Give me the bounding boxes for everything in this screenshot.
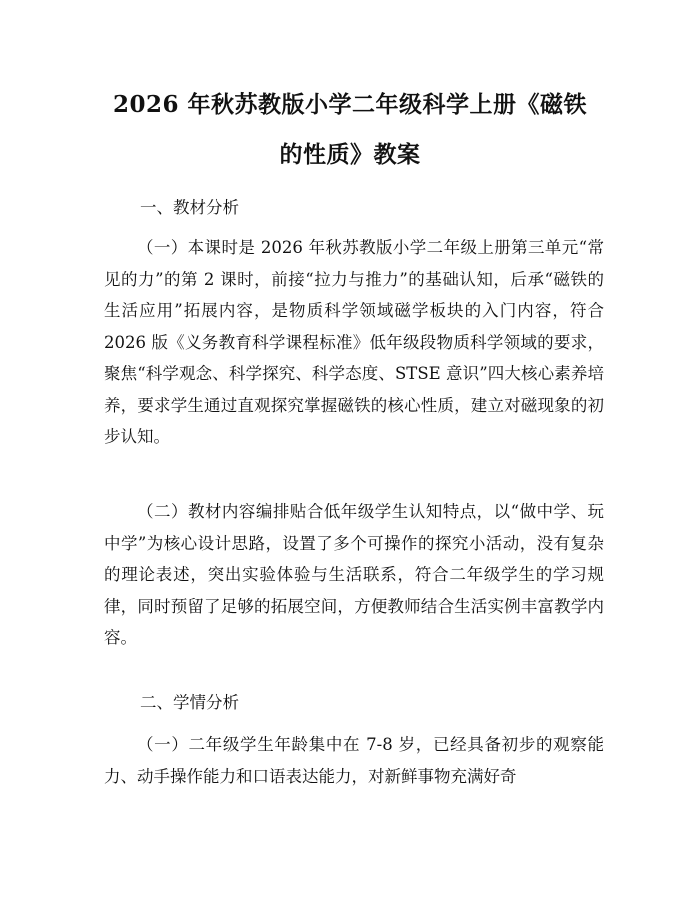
section-heading-textbook-analysis: 一、教材分析 xyxy=(140,198,239,217)
document-title-line-1: 2026 年秋苏教版小学二年级科学上册《磁铁 xyxy=(112,91,588,118)
section-heading-student-analysis: 二、学情分析 xyxy=(140,693,239,712)
paragraph-student-analysis-1: （一）二年级学生年龄集中在 7-8 岁，已经具备初步的观察能力、动手操作能力和口语表达能力，对新鲜事物充满好奇 xyxy=(104,735,604,786)
document-title-line-2: 的性质》教案 xyxy=(279,141,421,168)
paragraph-textbook-analysis-2: （二）教材内容编排贴合低年级学生认知特点，以“做中学、玩中学”为核心设计思路，设置了多个可操作的探究小活动，没有复杂的理论表述，突出实验体验与生活联系，符合二年级学生的学习规律，同时预留了足够的拓展空间，方便教师结合生活实例丰富教学内容。 xyxy=(104,502,604,647)
paragraph-textbook-analysis-1: （一）本课时是 2026 年秋苏教版小学二年级上册第三单元“常见的力”的第 2 课时，前接“拉力与推力”的基础认知，后承“磁铁的生活应用”拓展内容，是物质科学领域磁学板块的入门内容，符合 2026 版《义务教育科学课程标准》低年级段物质科学领域的要求，聚焦“科学观念、科学探究、科学态度、STSE 意识”四大核心素养培养，要求学生通过直观探究掌握磁铁的核心性质，建立对磁现象的初步认知。 xyxy=(104,238,604,446)
